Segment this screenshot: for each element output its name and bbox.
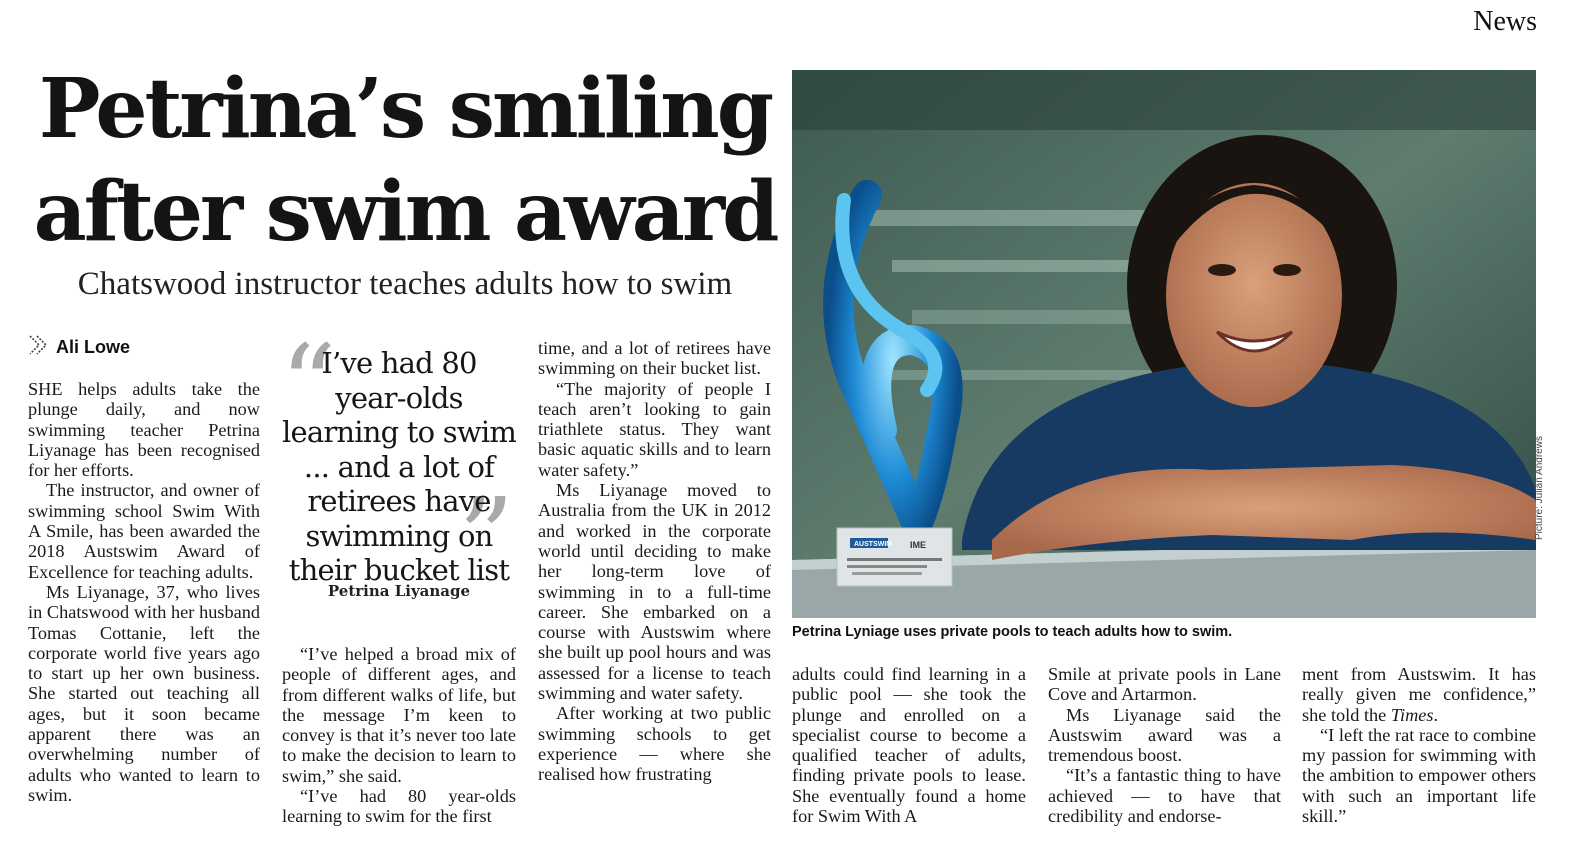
photo-credit: Picture: Julian Andrews — [1534, 436, 1545, 540]
publication-name: Times — [1390, 704, 1434, 725]
byline — [28, 334, 130, 361]
paragraph: SHE helps adults take the plunge daily, and now swimming teacher Petrina Liyanage has been recognised for her efforts. — [28, 379, 260, 481]
paragraph — [1302, 664, 1536, 725]
paragraph: Ms Liyanage moved to Australia from the UK in 2012 and worked in the corporate world until deciding to make her long-term love of swimming in to a full-time career. She embarked on a course with Austswim where she built up pool hours and was assessed for a license to teach swimming and water safety. — [538, 480, 771, 704]
section-label: News — [1473, 6, 1537, 37]
paragraph: “It’s a fantastic thing to have achieved — to have that credibility and endorse- — [1048, 765, 1281, 827]
paragraph: “I’ve helped a broad mix of people of different ages, and from different walks of life, but the message I’m keen to convey is that it’s never too late to make the decision to learn to swim,” she said. — [282, 644, 516, 786]
paragraph: “I’ve had 80 year-olds learning to swim for the first — [282, 786, 516, 827]
text-run: ment from Austswim. It has really given me confidence,” she told the — [1302, 664, 1536, 725]
open-quote-icon: “ — [280, 321, 337, 449]
paragraph: “I left the rat race to combine my passion for swimming with the ambition to empower others with such an important life skill.” — [1302, 724, 1536, 827]
article-column-1 — [28, 379, 260, 805]
paragraph: Ms Liyanage, 37, who lives in Chatswood with her husband Tomas Cottanie, left the corporate world five years ago to start up her own business. She started out teaching all ages, but it soon became apparent there was an overwhelming number of adults who wanted to learn to swim. — [28, 581, 260, 805]
article-column-4 — [792, 664, 1026, 826]
pull-quote-attribution: Petrina Liyanage — [327, 582, 471, 600]
article-column-2 — [282, 644, 516, 827]
paragraph: Smile at private pools in Lane Cove and Artarmon. — [1048, 664, 1281, 705]
subheadline: Chatswood instructor teaches adults how to swim — [77, 266, 733, 302]
article-column-3 — [538, 338, 771, 785]
byline-name: Ali Lowe — [56, 337, 131, 357]
paragraph: adults could find learning in a public pool — she took the plunge and enrolled on a specialist course to become a qualified teacher of adults, finding private pools to lease. She eventually found a home for Swim With A — [792, 664, 1026, 827]
paragraph: Ms Liyanage said the Austswim award was a tremendous boost. — [1048, 704, 1281, 766]
headline — [20, 58, 790, 264]
award-plaque-label: AUSTSWIM — [854, 541, 893, 548]
paragraph: After working at two public swimming schools to get experience — where she realised how frustrating — [538, 703, 771, 785]
text-run: . — [1433, 704, 1439, 725]
pull-quote: I’ve had 80 year-olds learning to swim ... and a lot of retirees have swimming on their bucket list — [282, 346, 517, 587]
article-column-5 — [1048, 664, 1281, 826]
paragraph: “The majority of people I teach aren’t looking to gain triathlete status. They want basic aquatic skills and to learn water safety.” — [538, 378, 771, 480]
photo-caption: Petrina Lyniage uses private pools to teach adults how to swim. — [792, 624, 1233, 640]
headline-line: Petrina’s smiling — [38, 61, 772, 157]
paragraph: The instructor, and owner of swimming school Swim With A Smile, has been awarded the 2018 Austswim Award of Excellence for teaching adults. — [28, 480, 260, 582]
article-photo — [792, 70, 1536, 618]
byline-arrow-icon — [28, 334, 52, 361]
svg-text:IME: IME — [910, 540, 927, 550]
article-column-6 — [1302, 664, 1536, 826]
close-quote-icon: ” — [458, 474, 515, 602]
headline-line: after swim award — [33, 164, 777, 260]
paragraph: time, and a lot of retirees have swimming on their bucket list. — [538, 338, 771, 379]
